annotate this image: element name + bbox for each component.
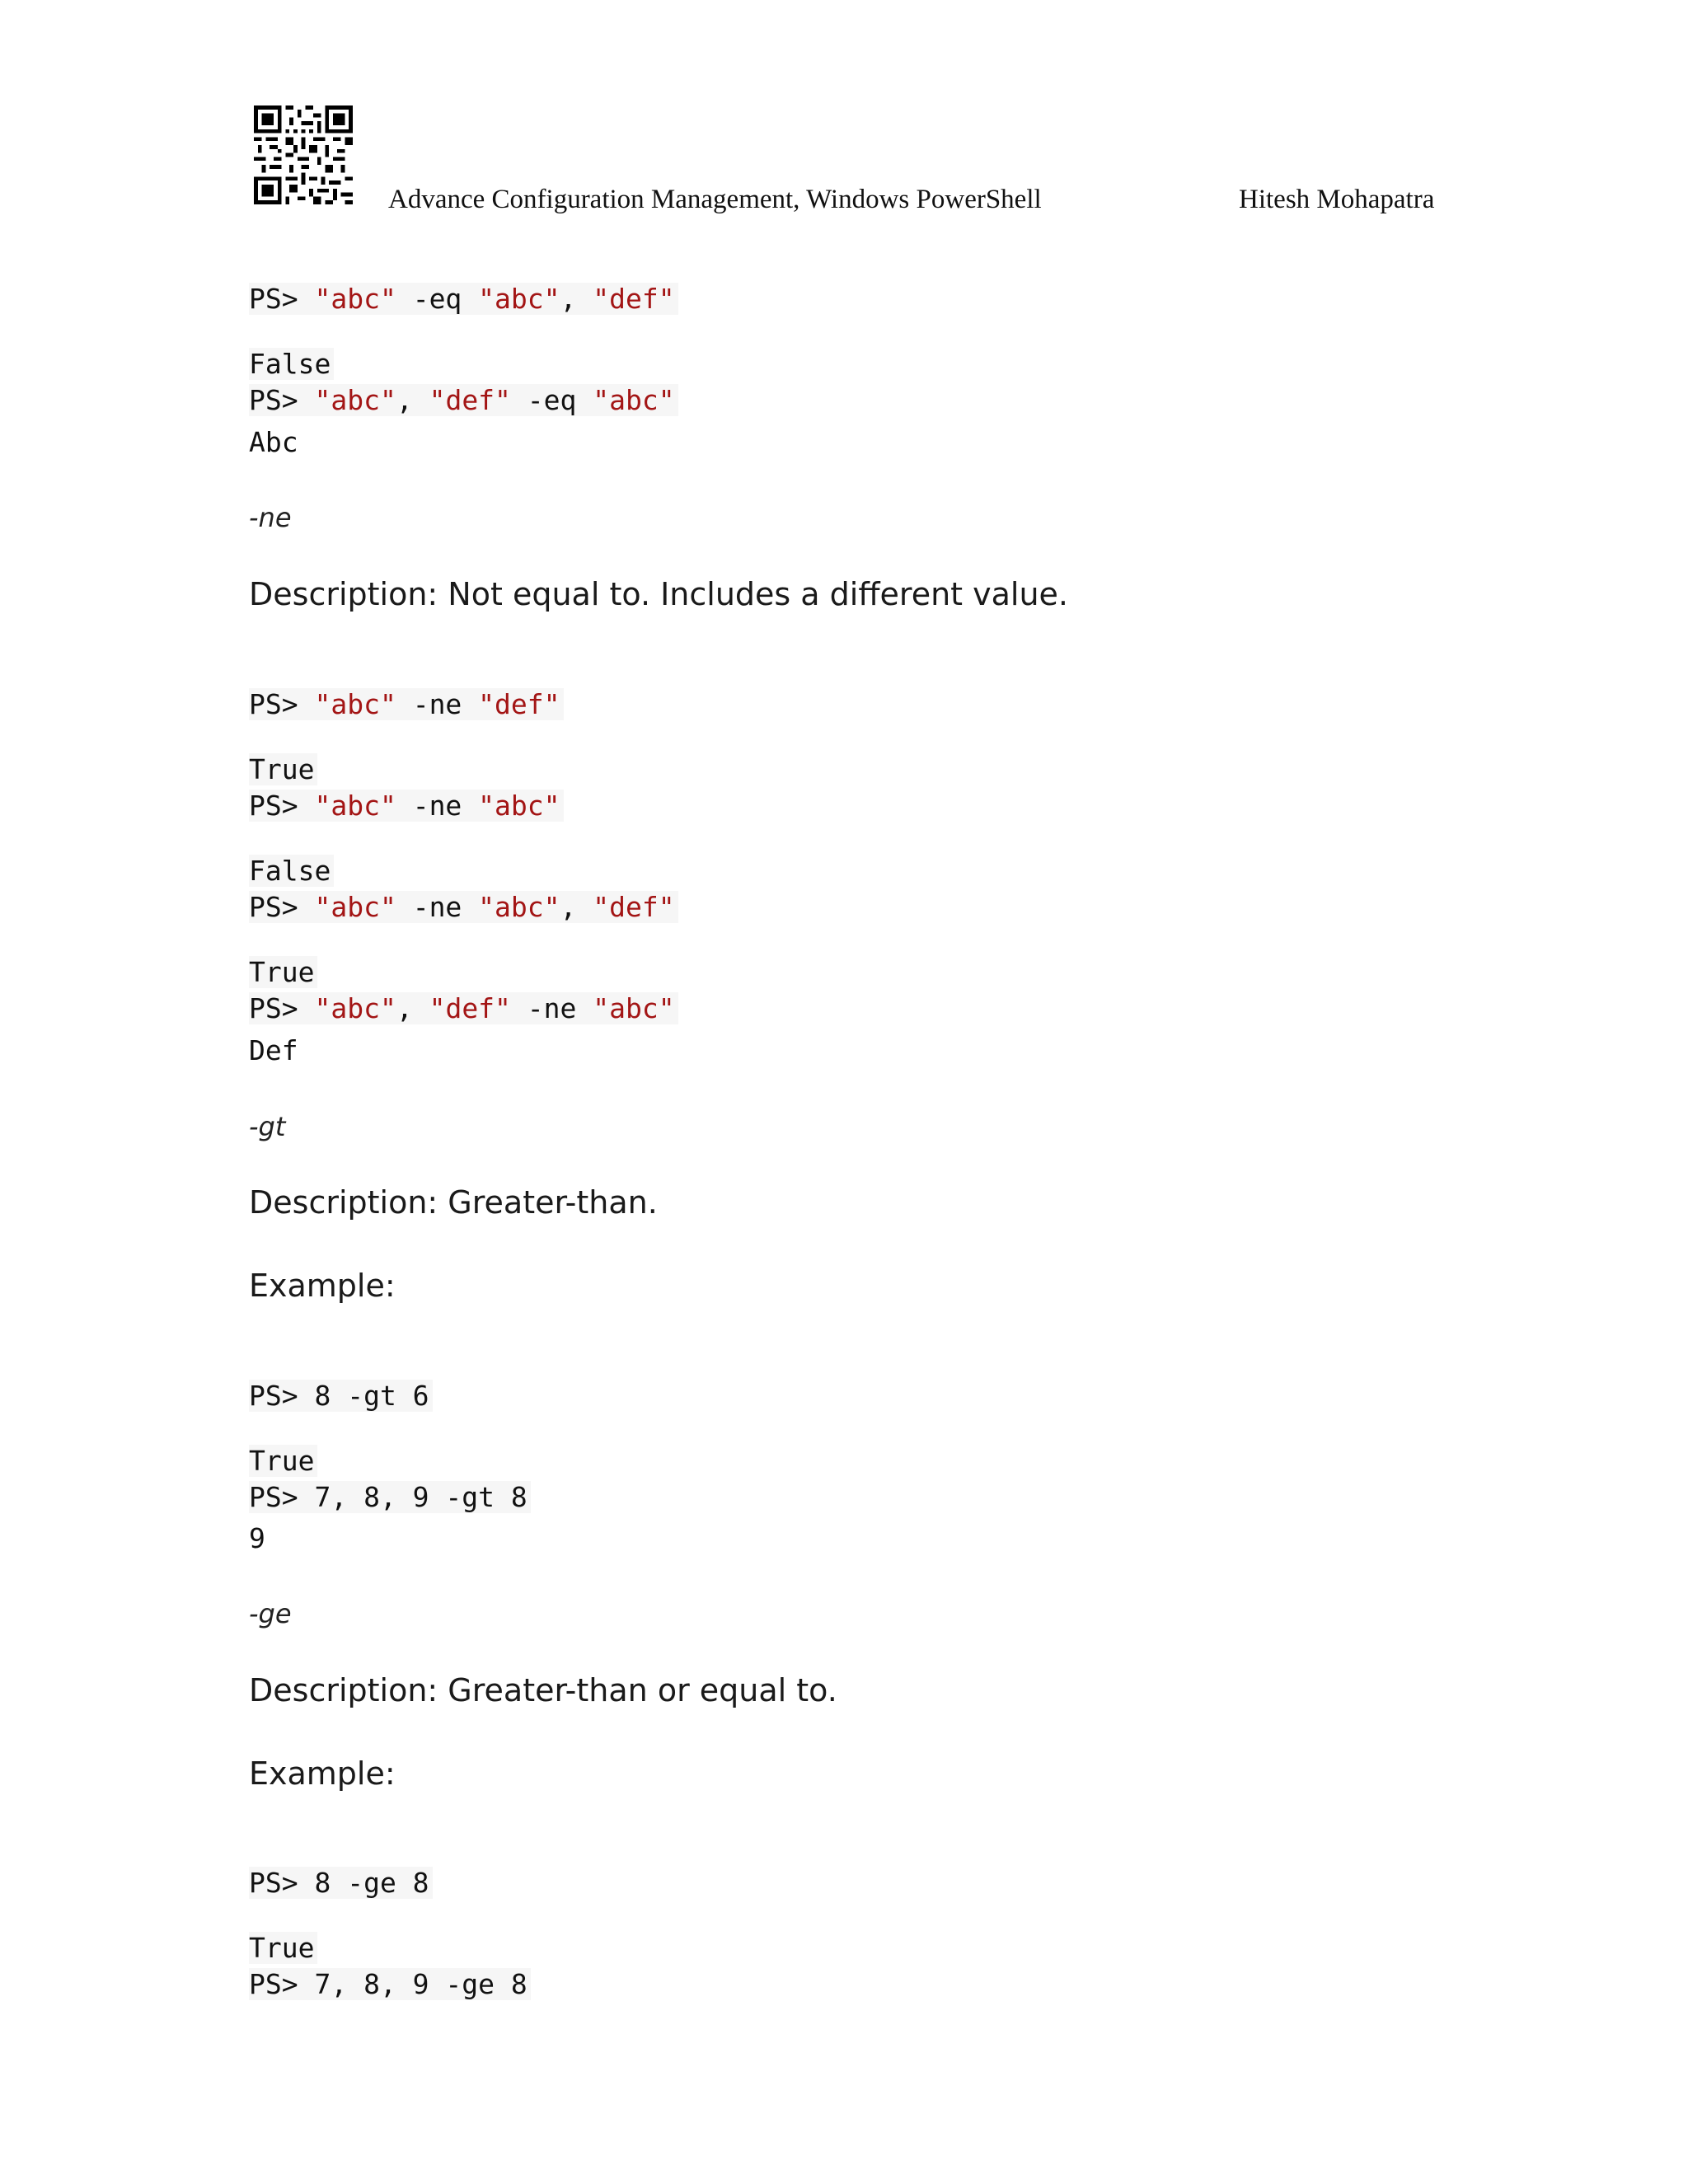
code-command: PS> 8 -ge 8 (249, 1867, 433, 1899)
code-output: True (249, 753, 317, 785)
code-result: 9 (249, 1522, 265, 1554)
header-title: Advance Configuration Management, Windows PowerShell (388, 185, 1042, 214)
code-output: True (249, 956, 317, 988)
description-gt: Description: Greater-than. (249, 1184, 658, 1221)
operator-heading-ge: -ge (249, 1598, 292, 1629)
qr-code-icon (254, 105, 353, 204)
code-command: PS> 7, 8, 9 -ge 8 (249, 1968, 531, 2000)
code-output: False (249, 855, 334, 887)
header-author: Hitesh Mohapatra (1239, 185, 1435, 214)
code-command: PS> 7, 8, 9 -gt 8 (249, 1481, 531, 1513)
code-output: True (249, 1932, 317, 1964)
code-command: PS> 8 -gt 6 (249, 1380, 433, 1412)
example-label-gt: Example: (249, 1268, 396, 1304)
code-command: PS> "abc", "def" -eq "abc" (249, 384, 678, 416)
code-result: Abc (249, 426, 298, 458)
code-result: Def (249, 1034, 298, 1066)
example-label-ge: Example: (249, 1755, 396, 1792)
code-command: PS> "abc", "def" -ne "abc" (249, 992, 678, 1024)
code-example-gt-2 (249, 1449, 531, 1545)
code-output: True (249, 1445, 317, 1477)
description-ne: Description: Not equal to. Includes a different value. (249, 576, 1069, 612)
operator-heading-ne: -ne (249, 502, 292, 533)
description-ge: Description: Greater-than or equal to. (249, 1672, 837, 1708)
code-command: PS> "abc" -eq "abc", "def" (249, 283, 678, 315)
code-example-ge-2 (249, 1936, 531, 2032)
code-example-eq-4 (249, 352, 678, 448)
code-output: False (249, 348, 334, 380)
code-command: PS> "abc" -ne "def" (249, 688, 564, 720)
code-example-ne-4 (249, 960, 678, 1057)
code-command: PS> "abc" -ne "abc", "def" (249, 891, 678, 923)
operator-heading-gt: -gt (249, 1111, 286, 1142)
code-command: PS> "abc" -ne "abc" (249, 790, 564, 822)
